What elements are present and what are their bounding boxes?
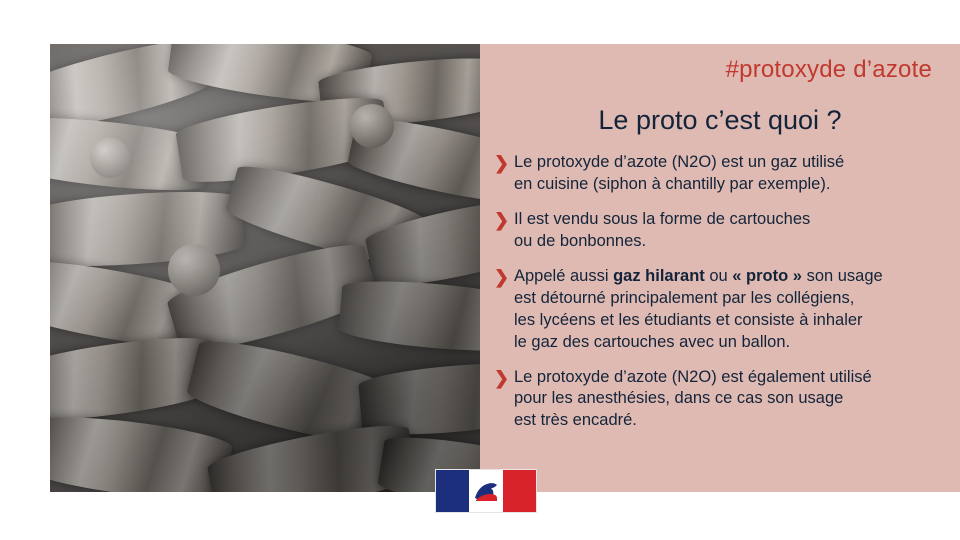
logo-red-band (503, 470, 536, 512)
bullet-text (514, 368, 872, 430)
chevron-right-icon: ❯ (494, 153, 510, 173)
bullet-segment: les lycéens et les étudiants et consiste à inhaler (514, 310, 863, 329)
bullet-segment: son usage (801, 266, 883, 285)
logo-blue-band (436, 470, 469, 512)
logo-white-band (469, 470, 502, 512)
bullet-usage-detourne (492, 266, 952, 354)
bullet-segment: le gaz des cartouches avec un ballon. (514, 332, 791, 351)
bullet-segment: est très encadré. (514, 411, 637, 430)
marianne-french-republic-logo (436, 470, 536, 512)
bullet-emphasis: « proto » (732, 266, 802, 285)
bullet-segment: ou (704, 266, 733, 285)
bullet-segment: ou de bonbonnes. (514, 231, 647, 250)
nitrous-oxide-cartridges-photo (50, 44, 480, 492)
bullet-segment: pour les anesthésies, dans ce cas son usage (514, 389, 844, 408)
bullet-forme-vente (492, 209, 952, 253)
chevron-right-icon: ❯ (494, 266, 510, 287)
bullet-text (514, 210, 810, 250)
bullet-segment: Le protoxyde d’azote (N2O) est un gaz utilisé (514, 153, 845, 171)
chevron-right-icon: ❯ (494, 367, 510, 388)
bullet-segment: Le protoxyde d’azote (N2O) est également utilisé (514, 367, 872, 386)
bullet-definition (492, 152, 952, 196)
bullet-segment: Appelé aussi (514, 266, 614, 285)
bullet-text (514, 153, 844, 193)
bullet-text (514, 267, 883, 351)
page-title: Le proto c’est quoi ? (598, 105, 842, 135)
bullet-segment: Il est vendu sous la forme de cartouches (514, 209, 811, 228)
chevron-right-icon: ❯ (494, 209, 510, 230)
marianne-profile-icon (471, 476, 501, 506)
bullet-segment: est détourné principalement par les collégiens, (514, 288, 855, 307)
photo-highlights (50, 44, 480, 492)
bullet-emphasis: gaz hilarant (613, 266, 705, 285)
hashtag: #protoxyde d’azote (725, 56, 932, 83)
bullet-list (492, 152, 952, 445)
bullet-anesthesie (492, 367, 952, 433)
bullet-segment: en cuisine (siphon à chantilly par exemple). (514, 174, 831, 193)
